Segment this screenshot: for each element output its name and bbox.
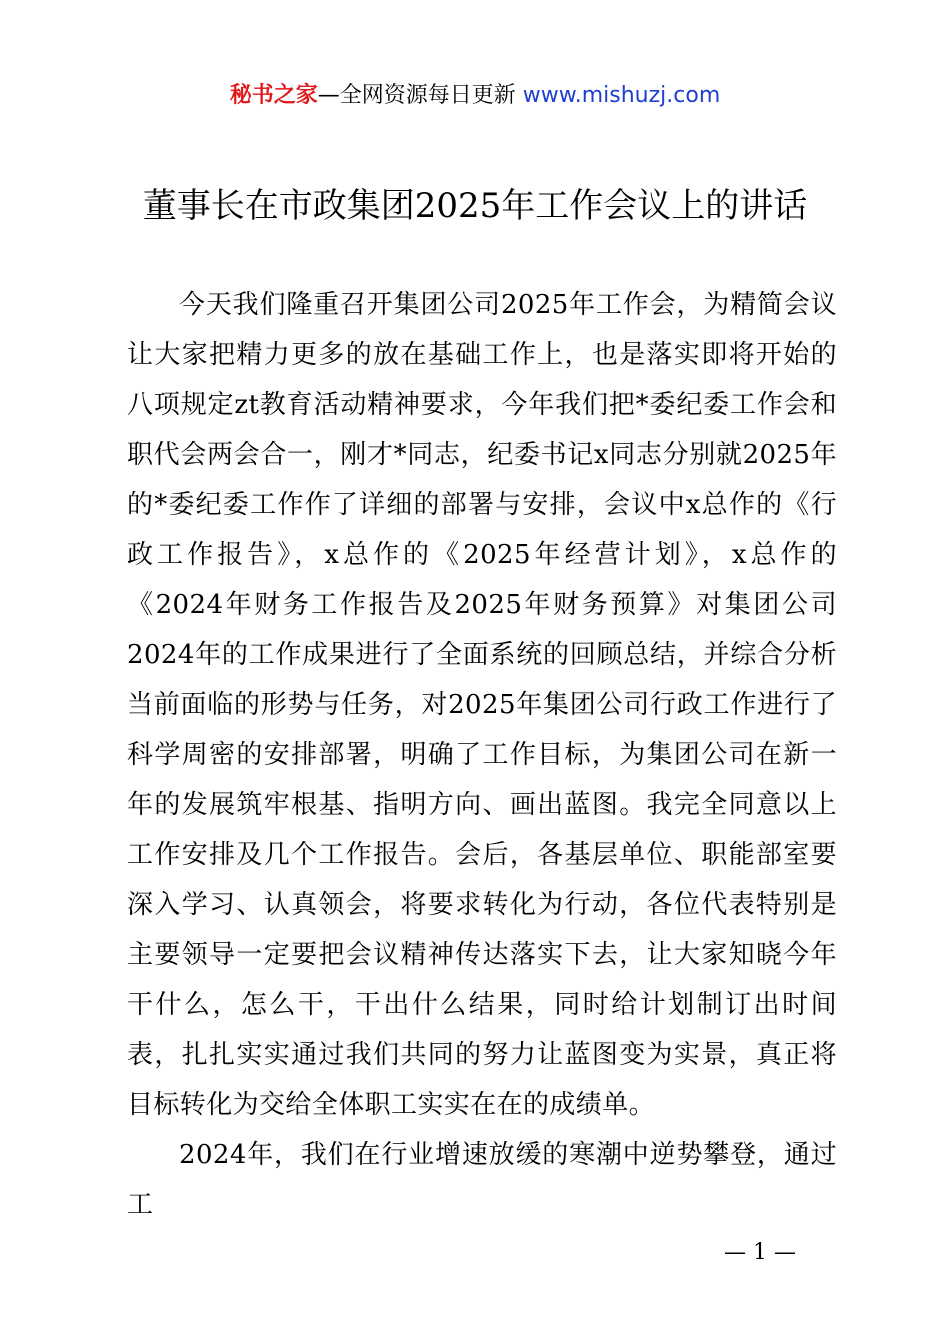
body-paragraph: 2024年，我们在行业增速放缓的寒潮中逆势攀登，通过工	[127, 1140, 837, 1220]
document-body	[127, 280, 837, 1230]
site-banner	[0, 80, 950, 112]
site-tagline: —全网资源每日更新	[317, 83, 516, 108]
site-url-link[interactable]: www.mishuzj.com	[522, 83, 721, 108]
document-title: 董事长在市政集团2025年工作会议上的讲话	[142, 186, 808, 226]
site-brand: 秘书之家	[229, 83, 318, 108]
page-number: — 1 —	[724, 1240, 796, 1265]
body-paragraph: 今天我们隆重召开集团公司2025年工作会，为精简会议让大家把精力更多的放在基础工作上，也是落实即将开始的八项规定zt教育活动精神要求，今年我们把*委纪委工作会和职代会两会合一，刚才*同志，纪委书记x同志分别就2025年的*委纪委工作作了详细的部署与安排，会议中x总作的《行政工作报告》，x总作的《2025年经营计划》，x总作的《2024年财务工作报告及2025年财务预算》对集团公司2024年的工作成果进行了全面系统的回顾总结，并综合分析当前面临的形势与任务，对2025年集团公司行政工作进行了科学周密的安排部署，明确了工作目标，为集团公司在新一年的发展筑牢根基、指明方向、画出蓝图。我完全同意以上工作安排及几个工作报告。会后，各基层单位、职能部室要深入学习、认真领会，将要求转化为行动，各位代表特别是主要领导一定要把会议精神传达落实下去，让大家知晓今年干什么，怎么干，干出什么结果，同时给计划制订出时间表，扎扎实实通过我们共同的努力让蓝图变为实景，真正将目标转化为交给全体职工实实在在的成绩单。	[127, 290, 837, 1120]
